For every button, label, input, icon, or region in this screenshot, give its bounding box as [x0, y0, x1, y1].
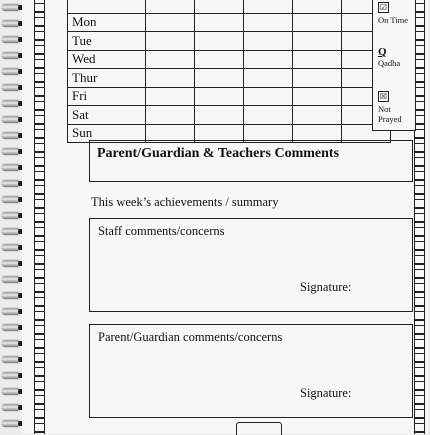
prayer-cell[interactable] [195, 87, 244, 106]
grid-row-wed [68, 50, 391, 69]
day-label: Fri [68, 87, 146, 106]
prayer-cell[interactable] [146, 69, 195, 88]
checkbox-checked-icon: ☑ [379, 3, 388, 12]
prayer-cell[interactable] [293, 0, 342, 13]
prayer-cell[interactable] [293, 87, 342, 106]
spiral-coil [2, 196, 20, 203]
prayer-cell[interactable] [195, 32, 244, 51]
decorative-border-left [34, 0, 45, 434]
spiral-coil [2, 228, 20, 235]
day-label: Sun [68, 124, 146, 143]
spiral-coil [2, 36, 20, 43]
prayer-cell[interactable] [244, 69, 293, 88]
prayer-legend [372, 0, 416, 131]
prayer-cell[interactable] [244, 0, 293, 13]
grid-row-fri [68, 87, 391, 106]
grid-row-mon [68, 13, 391, 32]
spiral-coil [2, 244, 20, 251]
spiral-coil [2, 68, 20, 75]
grid-row-top [68, 0, 391, 13]
prayer-cell[interactable] [244, 13, 293, 32]
spiral-coil [2, 52, 20, 59]
spiral-coil [2, 148, 20, 155]
day-label: Mon [68, 13, 146, 32]
qadha-symbol: Q [378, 46, 387, 58]
prayer-cell[interactable] [146, 0, 195, 13]
prayer-cell[interactable] [146, 13, 195, 32]
prayer-cell[interactable] [244, 32, 293, 51]
spiral-coil [2, 20, 20, 27]
spiral-coil [2, 132, 20, 139]
legend-label: Qadha [378, 58, 401, 68]
spiral-coil [2, 116, 20, 123]
weekly-summary-label: This week’s achievements / summary [91, 195, 279, 209]
spiral-coil [2, 356, 20, 363]
spiral-coil [2, 180, 20, 187]
staff-comments-box[interactable] [89, 218, 413, 312]
spiral-coil [2, 164, 20, 171]
day-label-blank [68, 0, 146, 13]
prayer-cell[interactable] [293, 69, 342, 88]
staff-comments-label: Staff comments/concerns [98, 224, 225, 238]
day-label: Tue [68, 32, 146, 51]
comments-section-title: Parent/Guardian & Teachers Comments [89, 140, 413, 182]
grid-row-sat [68, 106, 391, 125]
page-number-box [236, 422, 282, 435]
prayer-cell[interactable] [195, 69, 244, 88]
prayer-cell[interactable] [244, 106, 293, 125]
spiral-coil [2, 420, 20, 427]
day-label: Sat [68, 106, 146, 125]
legend-qadha [378, 47, 400, 68]
prayer-cell[interactable] [146, 106, 195, 125]
prayer-cell[interactable] [195, 0, 244, 13]
spiral-coil [2, 212, 20, 219]
spiral-coil [2, 324, 20, 331]
parent-comments-label: Parent/Guardian comments/concerns [98, 330, 283, 344]
day-label: Thur [68, 69, 146, 88]
legend-label: Not Prayed [378, 104, 402, 124]
spiral-coil [2, 372, 20, 379]
prayer-cell[interactable] [293, 50, 342, 69]
grid-row-tue [68, 32, 391, 51]
planner-page [22, 0, 428, 434]
prayer-cell[interactable] [293, 32, 342, 51]
legend-on-time [378, 2, 408, 25]
spiral-coil [2, 388, 20, 395]
day-label: Wed [68, 50, 146, 69]
spiral-coil [2, 308, 20, 315]
spiral-coil [2, 100, 20, 107]
parent-comments-box[interactable] [89, 324, 413, 418]
staff-signature-label: Signature: [300, 280, 352, 294]
parent-signature-label: Signature: [300, 386, 352, 400]
prayer-cell[interactable] [244, 87, 293, 106]
legend-label: On Time [378, 15, 408, 25]
prayer-cell[interactable] [195, 106, 244, 125]
prayer-cell[interactable] [293, 13, 342, 32]
spiral-binding [0, 0, 24, 430]
grid-row-thur [68, 69, 391, 88]
prayer-cell[interactable] [146, 50, 195, 69]
prayer-cell[interactable] [195, 13, 244, 32]
spiral-coil [2, 292, 20, 299]
prayer-tracker-grid [67, 0, 391, 143]
spiral-coil [2, 404, 20, 411]
prayer-cell[interactable] [244, 50, 293, 69]
spiral-coil [2, 260, 20, 267]
spiral-coil [2, 84, 20, 91]
checkbox-crossed-icon: ☒ [379, 92, 388, 101]
spiral-coil [2, 340, 20, 347]
prayer-cell[interactable] [195, 50, 244, 69]
legend-not-prayed [378, 91, 415, 124]
spiral-coil [2, 4, 20, 11]
prayer-cell[interactable] [146, 87, 195, 106]
prayer-cell[interactable] [146, 32, 195, 51]
prayer-cell[interactable] [293, 106, 342, 125]
spiral-coil [2, 276, 20, 283]
